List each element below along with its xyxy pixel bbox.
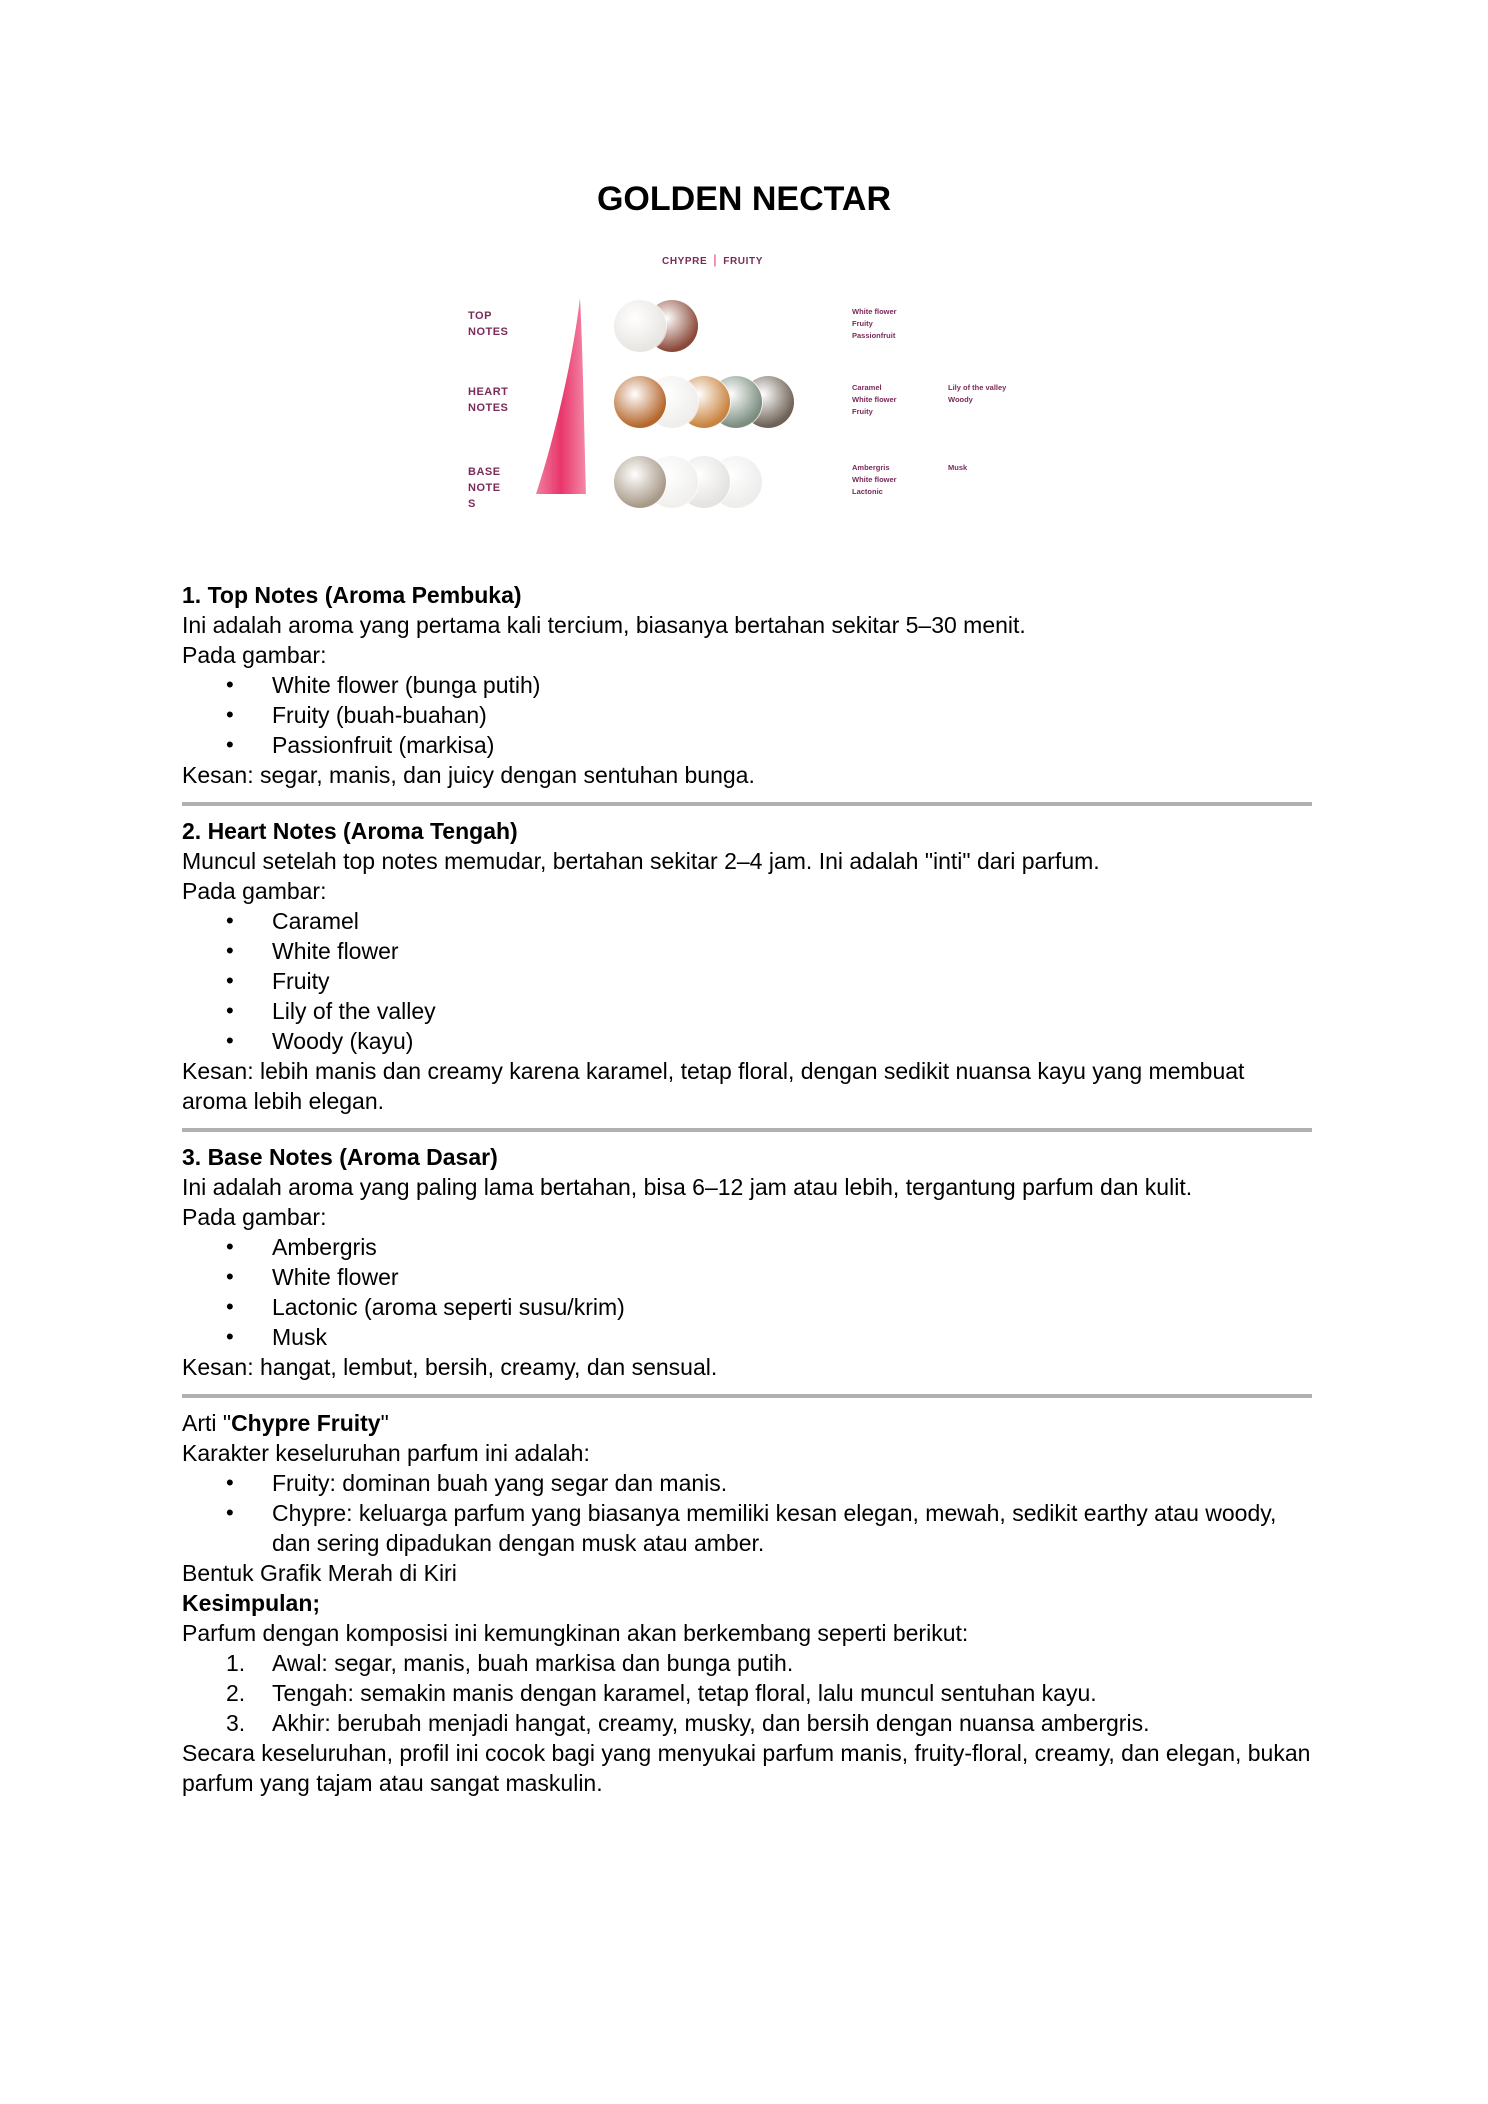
tier-label: TOP NOTES xyxy=(468,310,509,338)
tier-note: Fruity xyxy=(852,407,873,416)
note-list-item: • Fruity xyxy=(182,966,1312,996)
section-note-list xyxy=(182,670,1312,760)
meaning-term: Chypre Fruity xyxy=(231,1410,381,1436)
note-list-item: • Woody (kayu) xyxy=(182,1026,1312,1056)
note-image-circle xyxy=(614,376,666,428)
pyramid-subfamily: FRUITY xyxy=(723,256,763,267)
pyramid-family: CHYPRE xyxy=(662,256,708,267)
tier-notes-secondary xyxy=(948,462,967,474)
tier-notes-primary xyxy=(852,306,897,342)
section-divider xyxy=(182,802,1312,806)
tier-note: Fruity xyxy=(852,319,873,328)
section-note-list xyxy=(182,906,1312,1056)
note-list-item: • Passionfruit (markisa) xyxy=(182,730,1312,760)
conclusion-closing: Secara keseluruhan, profil ini cocok bagi yang menyukai parfum manis, fruity-floral, creamy, dan elegan, bukan parfum yang tajam atau sangat maskulin. xyxy=(182,1740,1311,1796)
section-divider xyxy=(182,1128,1312,1132)
note-image-circle xyxy=(614,300,666,352)
meaning-list xyxy=(182,1468,1312,1558)
note-list-item: • Caramel xyxy=(182,906,1312,936)
note-list-item: • Musk xyxy=(182,1322,1312,1352)
note-list-item: • White flower xyxy=(182,1262,1312,1292)
section-lead: Pada gambar: xyxy=(182,1204,327,1230)
tier-note: White flower xyxy=(852,395,897,404)
section-intro: Ini adalah aroma yang paling lama bertahan, bisa 6–12 jam atau lebih, tergantung parfum dan kulit. xyxy=(182,1174,1193,1200)
section-heading: 1. Top Notes (Aroma Pembuka) xyxy=(182,582,522,608)
tier-note: Woody xyxy=(948,395,973,404)
section-summary: Kesan: hangat, lembut, bersih, creamy, dan sensual. xyxy=(182,1354,718,1380)
conclusion-heading: Kesimpulan; xyxy=(182,1590,321,1616)
step-number: 3. xyxy=(226,1710,246,1736)
red-pyramid-shape xyxy=(532,296,592,506)
note-list-item: • White flower (bunga putih) xyxy=(182,670,1312,700)
conclusion-step xyxy=(182,1678,1312,1708)
note-section xyxy=(182,1142,1312,1382)
section-heading: 2. Heart Notes (Aroma Tengah) xyxy=(182,818,518,844)
tier-notes-primary xyxy=(852,462,897,498)
chart-note: Bentuk Grafik Merah di Kiri xyxy=(182,1560,457,1586)
section-divider xyxy=(182,1394,1312,1398)
tier-note: White flower xyxy=(852,475,897,484)
note-section xyxy=(182,580,1312,790)
tier-note: Ambergris xyxy=(852,463,890,472)
meaning-intro: Karakter keseluruhan parfum ini adalah: xyxy=(182,1440,590,1466)
note-section xyxy=(182,816,1312,1116)
tier-note: Lactonic xyxy=(852,487,883,496)
section-summary: Kesan: lebih manis dan creamy karena karamel, tetap floral, dengan sedikit nuansa kayu yang membuat aroma lebih elegan. xyxy=(182,1058,1245,1114)
section-heading: 3. Base Notes (Aroma Dasar) xyxy=(182,1144,498,1170)
section-note-list xyxy=(182,1232,1312,1352)
tier-note: Passionfruit xyxy=(852,331,896,340)
pyramid-separator: | xyxy=(713,252,718,267)
tier-notes-primary xyxy=(852,382,897,418)
conclusion-step xyxy=(182,1708,1312,1738)
note-list-item: • Lactonic (aroma seperti susu/krim) xyxy=(182,1292,1312,1322)
section-summary: Kesan: segar, manis, dan juicy dengan sentuhan bunga. xyxy=(182,762,755,788)
meaning-list-item: • Chypre: keluarga parfum yang biasanya memiliki kesan elegan, mewah, sedikit earthy atau woody, dan sering dipadukan dengan musk atau amber. xyxy=(182,1498,1312,1558)
step-text: Tengah: semakin manis dengan karamel, tetap floral, lalu muncul sentuhan kayu. xyxy=(272,1680,1097,1706)
pyramid-header xyxy=(662,252,763,267)
note-list-item: • White flower xyxy=(182,936,1312,966)
tier-note: White flower xyxy=(852,307,897,316)
document-title: GOLDEN NECTAR xyxy=(596,180,892,218)
section-intro: Ini adalah aroma yang pertama kali tercium, biasanya bertahan sekitar 5–30 menit. xyxy=(182,612,1026,638)
meaning-heading: Arti "Chypre Fruity" xyxy=(182,1410,389,1436)
section-lead: Pada gambar: xyxy=(182,642,327,668)
meaning-list-item: • Fruity: dominan buah yang segar dan manis. xyxy=(182,1468,1312,1498)
tier-note: Lily of the valley xyxy=(948,383,1007,392)
fragrance-pyramid xyxy=(462,244,1062,514)
tier-label: HEART NOTES xyxy=(468,386,509,414)
tier-note: Caramel xyxy=(852,383,882,392)
step-text: Awal: segar, manis, buah markisa dan bunga putih. xyxy=(272,1650,794,1676)
document-body xyxy=(182,580,1312,1798)
tier-note: Musk xyxy=(948,463,968,472)
note-image-circle xyxy=(614,456,666,508)
note-list-item: • Ambergris xyxy=(182,1232,1312,1262)
conclusion-steps xyxy=(182,1648,1312,1738)
section-intro: Muncul setelah top notes memudar, bertahan sekitar 2–4 jam. Ini adalah "inti" dari parfum. xyxy=(182,848,1100,874)
step-number: 2. xyxy=(226,1680,246,1706)
tier-label: BASE NOTE S xyxy=(468,466,501,510)
step-number: 1. xyxy=(226,1650,246,1676)
tier-notes-secondary xyxy=(948,382,1006,406)
conclusion-step xyxy=(182,1648,1312,1678)
note-list-item: • Fruity (buah-buahan) xyxy=(182,700,1312,730)
section-lead: Pada gambar: xyxy=(182,878,327,904)
note-list-item: • Lily of the valley xyxy=(182,996,1312,1026)
step-text: Akhir: berubah menjadi hangat, creamy, musky, dan bersih dengan nuansa ambergris. xyxy=(272,1710,1150,1736)
conclusion-intro: Parfum dengan komposisi ini kemungkinan akan berkembang seperti berikut: xyxy=(182,1620,969,1646)
